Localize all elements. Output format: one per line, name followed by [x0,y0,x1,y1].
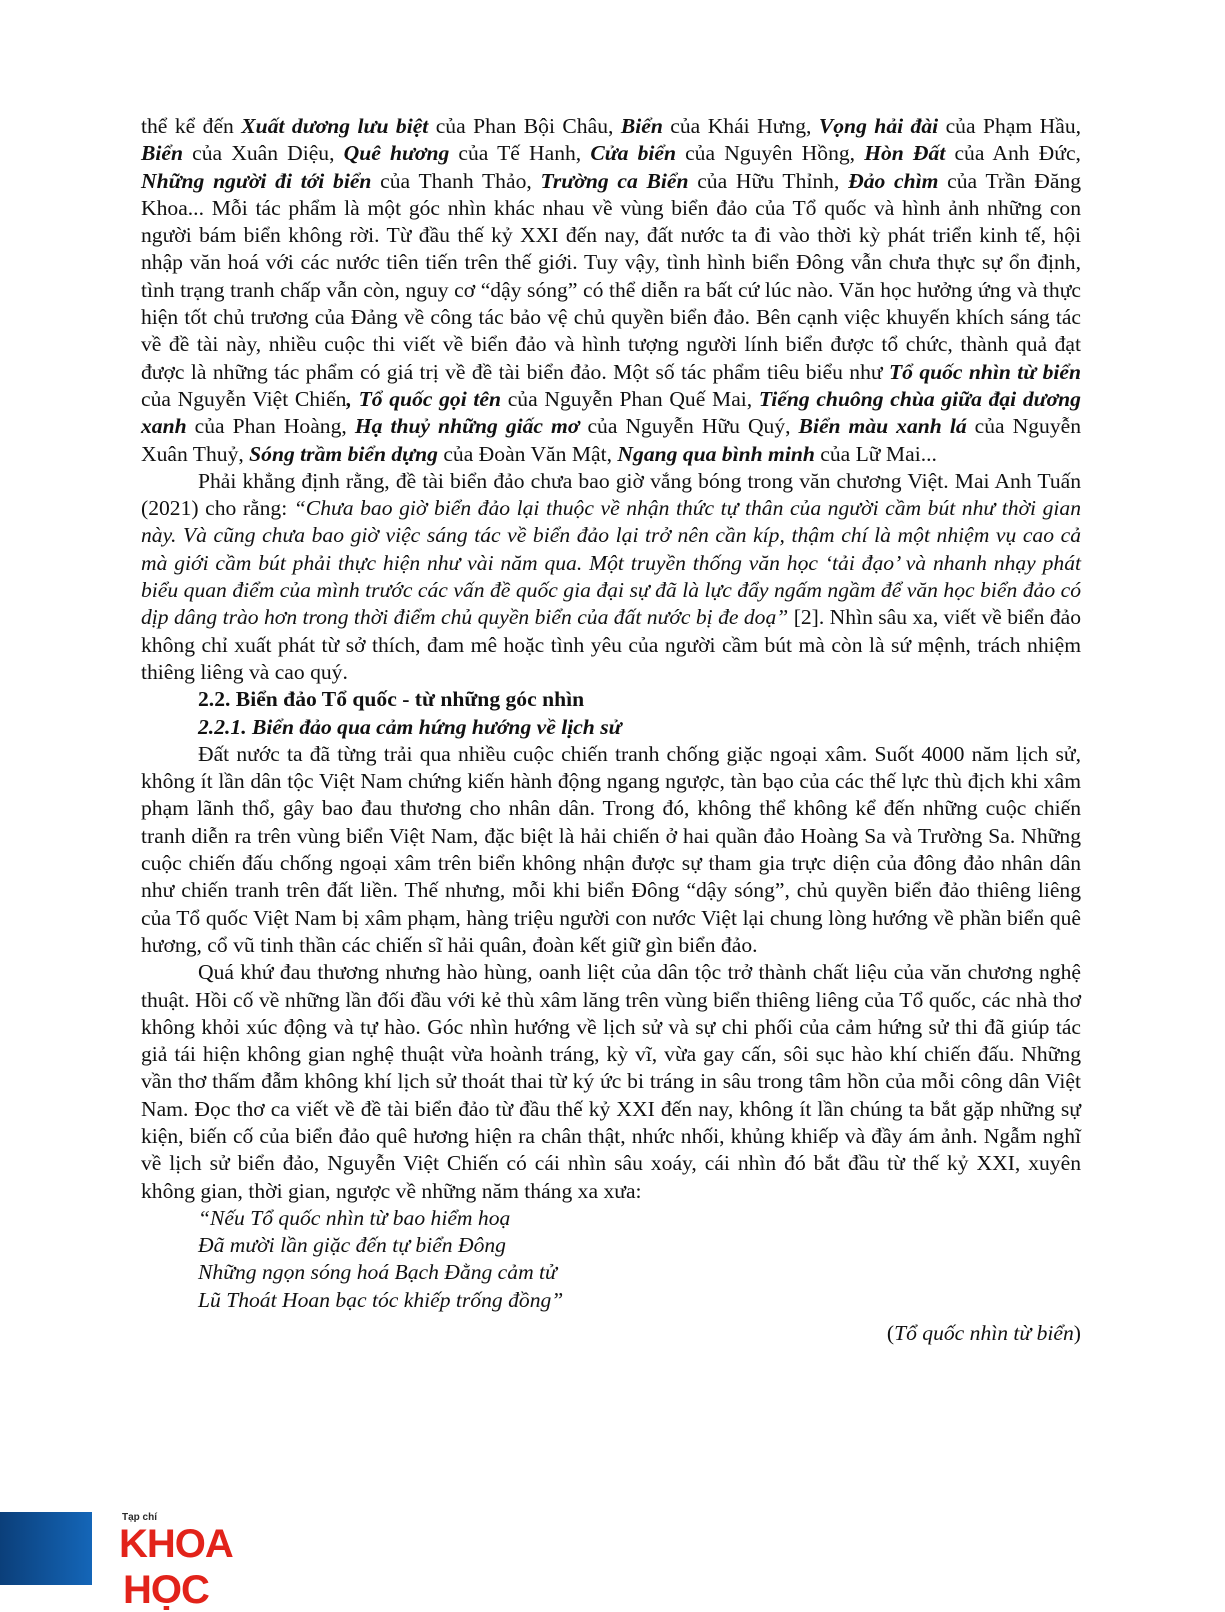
paragraph-works-list [141,113,1081,468]
text-run: của Phan Hoàng, [186,414,355,439]
work-title: Ngang qua bình minh [617,441,815,466]
text-run: của Phạm Hầu, [938,114,1082,138]
work-title: Biển [620,114,663,138]
work-title: Xuất dương lưu biệt [241,114,429,138]
paragraph-history-wars: Đất nước ta đã từng trải qua nhiều cuộc chiến tranh chống giặc ngoại xâm. Suốt 4000 năm lịch sử, không ít lần dân tộc Việt Nam chứng kiến hành động ngang ngược, tàn bạo của các thế lực thù địch khi xâm phạm lãnh thổ, gây bao đau thương cho nhân dân. Trong đó, không thể không kể đến những cuộc chiến tranh diễn ra trên vùng biển Việt Nam, đặc biệt là hải chiến ở hai quần đảo Hoàng Sa và Trường Sa. Những cuộc chiến đấu chống ngoại xâm trên biển không nhận được sự tham gia trực diện của đông đảo nhân dân như chiến tranh trên đất liền. Thế nhưng, mỗi khi biển Đông “dậy sóng”, chủ quyền biển đảo thiêng liêng của Tổ quốc Việt Nam bị xâm phạm, hàng triệu người con nước Việt lại chung lòng hướng về phần biển quê hương, cổ vũ tinh thần các chiến sĩ hải quân, đoàn kết giữ gìn biển đảo. [141,741,1081,957]
work-title: Trường ca Biển [540,168,689,193]
work-title: Hòn Đất [864,141,946,166]
text-run: thể kể đến [141,114,242,138]
quoted-text: “Chưa bao giờ biển đảo lại thuộc về nhận thức tự thân của người cầm bút như thời gian này. Và cũng chưa bao giờ việc sáng tác về biển đảo lại trở nên cần kíp, thậm chí là một nhiệm vụ cao cả mà giới cầm bút phải thực hiện như vài năm qua. Một truyền thống văn học ‘tải đạo’ và nhanh nhạy phát biểu quan điểm của mình trước các vấn đề quốc gia đại sự đã là lực đẩy ngấm ngầm để văn học biển đảo có dịp dâng trào hơn trong thời điểm chủ quyền biển của đất nước bị đe doạ” [141,496,1081,630]
text-run: của Nguyên Hồng, [675,141,865,166]
verse-line: Lũ Thoát Hoan bạc tóc khiếp trống đồng” [198,1287,564,1312]
subsection-heading: 2.2.1. Biển đảo qua cảm hứng hướng về lịch sử [198,714,622,739]
text-run: của Nguyễn Phan Quế Mai, [501,386,759,411]
text-run: của Anh Đức, [945,141,1081,166]
text-run: của Đoàn Văn Mật, [437,441,618,466]
work-title: , Tổ quốc gọi tên [346,386,502,411]
text-run: [2]. Nhìn sâu xa, viết về biển đảo không chỉ xuất phát từ sở thích, đam mê hoặc tình yêu của người cầm bút mà còn là sứ mệnh, trách nhiệm thiêng liêng và cao quý. [141,605,1082,684]
article-body [141,113,1081,1347]
work-title: Hạ thuỷ những giấc mơ [354,414,580,439]
verse-line: “Nếu Tổ quốc nhìn từ bao hiểm hoạ [198,1205,511,1230]
text-run: của Trần Đăng Khoa... Mỗi tác phẩm là một góc nhìn khác nhau về vùng biển đảo của Tổ quốc và hình ảnh những con người bám biển không rời. Từ đầu thế kỷ XXI đến nay, đất nước ta đi vào thời kỳ phát triển kinh tế, hội nhập văn hoá với các nước tiên tiến trên thế giới. Tuy vậy, tình hình biển Đông vẫn chưa thực sự ổn định, tình trạng tranh chấp vẫn còn, nguy cơ “dậy sóng” có thể diễn ra bất cứ lúc nào. Văn học hưởng ứng và thực hiện tốt chủ trương của Đảng về công tác bảo vệ chủ quyền biển đảo. Bên cạnh việc khuyến khích sáng tác về đề tài này, nhiều cuộc thi viết về biển đảo và hình tượng người lính biển được tổ chức, thành quả đạt được là những tác phẩm có giá trị về đề tài biển đảo. Một số tác phẩm tiêu biểu như [141,168,1081,384]
journal-logo [119,1512,289,1612]
text-run: của Khái Hưng, [662,114,819,138]
work-title: Những người đi tới biển [141,168,372,193]
logo-next-text: HỌC [123,1568,209,1612]
verse-line: Đã mười lần giặc đến tự biển Đông [198,1233,506,1258]
work-title: Biển [141,141,183,166]
work-title: Biển màu xanh lá [798,414,967,439]
work-title: Tổ quốc nhìn từ biển [888,359,1081,384]
section-heading: 2.2. Biển đảo Tổ quốc - từ những góc nhìn [198,687,585,712]
work-title: Cửa biển [590,141,676,166]
text-run: của Nguyễn Hữu Quý, [579,414,799,439]
text-run: của Nguyễn Việt Chiến [141,386,347,411]
verse-source: (Tổ quốc nhìn từ biển) [886,1321,1081,1346]
text-run: của Thanh Thảo, [371,168,541,193]
work-title: Vọng hải đài [818,114,939,138]
text-run: của Tế Hanh, [449,141,591,166]
work-title: Đảo chìm [848,168,939,193]
paragraph-quote-mai-anh-tuan [141,468,1081,686]
text-run: của Hữu Thỉnh, [688,168,849,193]
paragraph-history-poetry: Quá khứ đau thương nhưng hào hùng, oanh liệt của dân tộc trở thành chất liệu của văn chương nghệ thuật. Hồi cố về những lần đối đầu với kẻ thù xâm lăng trên vùng biển thiêng liêng của Tổ quốc, các nhà thơ không khỏi xúc động và tự hào. Góc nhìn hướng về lịch sử và sự chi phối của cảm hứng sử thi đã giúp tác giả tái hiện không gian nghệ thuật vừa hoành tráng, kỳ vĩ, vừa gay cấn, sôi sục hào khí chiến đấu. Những vần thơ thấm đẫm không khí lịch sử thoát thai từ ký ức bi tráng in sâu trong tâm hồn của mỗi công dân Việt Nam. Đọc thơ ca viết về đề tài biển đảo từ đầu thế kỷ XXI đến nay, không ít lần chúng ta bắt gặp những sự kiện, biến cố của biển đảo quê hương hiện ra chân thật, nhức nhối, khủng khiếp và đầy ám ảnh. Ngẫm nghĩ về lịch sử biển đảo, Nguyễn Việt Chiến có cái nhìn sâu xoáy, cái nhìn đó bắt đầu từ thế kỷ XXI, xuyên không gian, thời gian, ngược về những năm tháng xa xưa: [141,960,1081,1203]
text-run: của Nguyễn Xuân Thuỷ, [141,414,1081,466]
text-run: của Phan Bội Châu, [428,114,621,138]
verse-line: Những ngọn sóng hoá Bạch Đằng cảm tử [198,1260,557,1285]
verse-source-title: Tổ quốc nhìn từ biển [894,1321,1074,1346]
footer-color-band [0,1512,92,1585]
work-title: Quê hương [343,141,450,166]
logo-big-text: KHOA [119,1522,233,1566]
work-title: Tiếng chuông chùa giữa đại dương xanh [141,386,1081,439]
logo-small-text: Tạp chí [122,1512,158,1523]
text-run: của Lữ Mai... [814,441,937,466]
text-run: Phải khẳng định rằng, đề tài biển đảo chưa bao giờ vắng bóng trong văn chương Việt. Mai Anh Tuấn (2021) cho rằng: [141,468,1081,521]
work-title: Sóng trầm biển dựng [249,441,438,466]
text-run: của Xuân Diệu, [183,141,344,166]
